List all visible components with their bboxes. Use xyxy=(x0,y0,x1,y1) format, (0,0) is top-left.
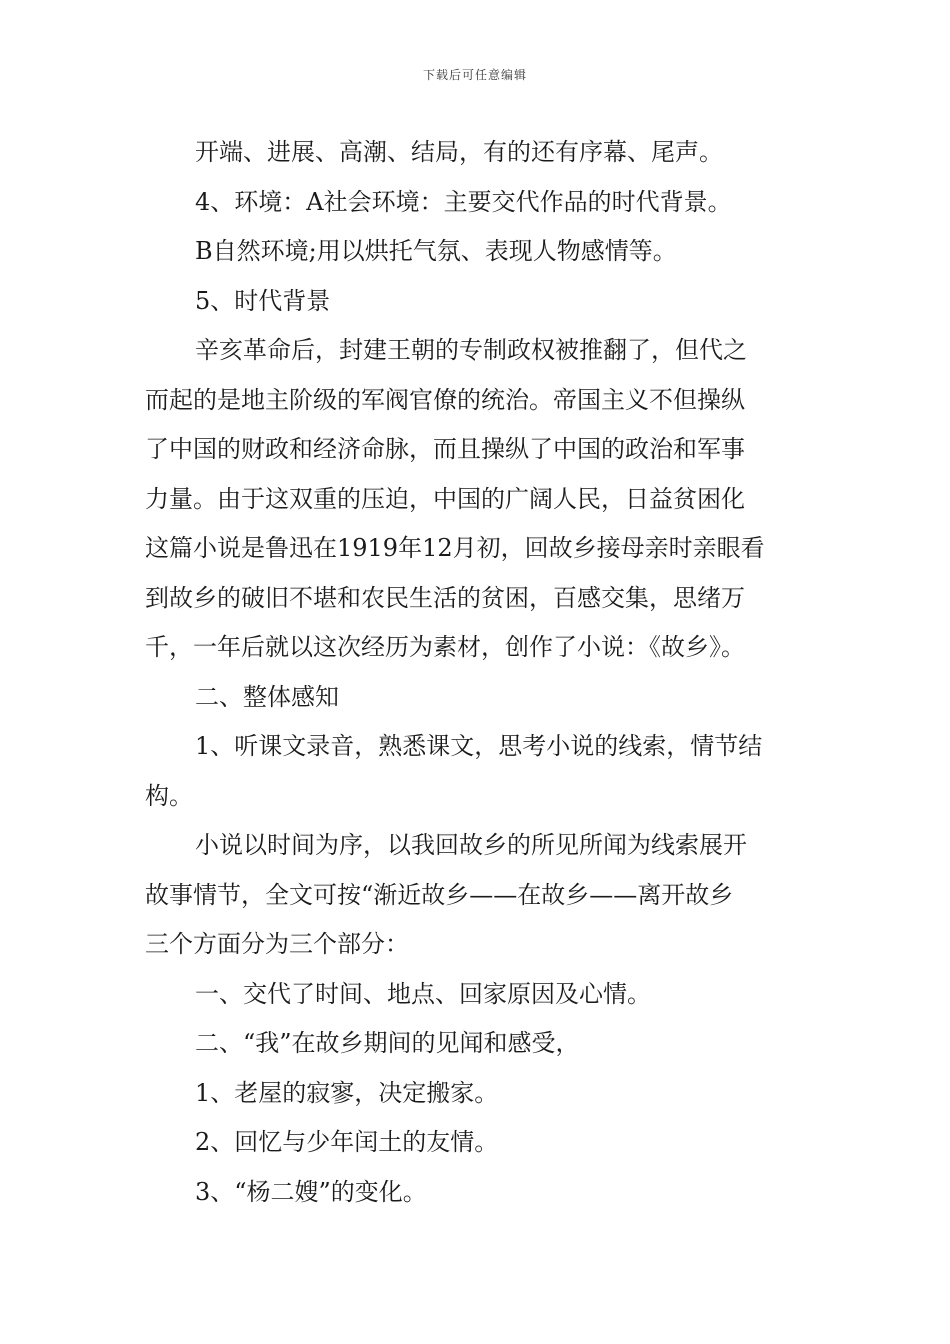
paragraph-point-yang-ersao: 3、“杨二嫂”的变化。 xyxy=(195,1177,427,1206)
paragraph-point-runtu: 2、回忆与少年闰土的友情。 xyxy=(195,1128,499,1156)
paragraph-era-background: 辛亥革命后，封建王朝的专制政权被推翻了，但代之 而起的是地主阶级的军阀官僚的统治。帝国主义不但操纵 了中国的财政和经济命脉，而且操纵了中国的政治和军事 力量。由于这双重的压迫，中国的广阔人民，日益贫困化 这篇小说是鲁迅在1919年12月初，回故乡接母亲时亲眼看 到故乡的破旧不堪和农民生活的贫困，百感交集，思绪万 千，一年后就以这次经历为素材，创作了小说：《故乡》。 xyxy=(145,336,765,661)
paragraph-part-one: 一、交代了时间、地点、回家原因及心情。 xyxy=(195,979,651,1008)
paragraph-story-structure: 小说以时间为序，以我回故乡的所见所闻为线索展开 故事情节，全文可按“渐近故乡——在故乡——离开故乡 三个方面分为三个部分： xyxy=(145,831,747,958)
header-note: 下载后可任意编辑 xyxy=(422,68,527,82)
paragraph-listen-recording: 1、听课文录音，熟悉课文，思考小说的线索，情节结 构。 xyxy=(145,732,763,810)
document-body xyxy=(145,128,815,1217)
paragraph-environment-social: 4、环境：A社会环境：主要交代作品的时代背景。 xyxy=(195,187,732,216)
paragraph-overall-perception-heading: 二、整体感知 xyxy=(195,682,339,711)
paragraph-plot-stages: 开端、进展、高潮、结局，有的还有序幕、尾声。 xyxy=(195,138,723,166)
paragraph-point-old-house: 1、老屋的寂寥，决定搬家。 xyxy=(195,1078,499,1107)
paragraph-environment-natural: B自然环境;用以烘托气氛、表现人物感情等。 xyxy=(195,237,677,265)
paragraph-part-two: 二、“我”在故乡期间的见闻和感受， xyxy=(195,1029,580,1057)
paragraph-era-background-heading: 5、时代背景 xyxy=(195,286,331,315)
